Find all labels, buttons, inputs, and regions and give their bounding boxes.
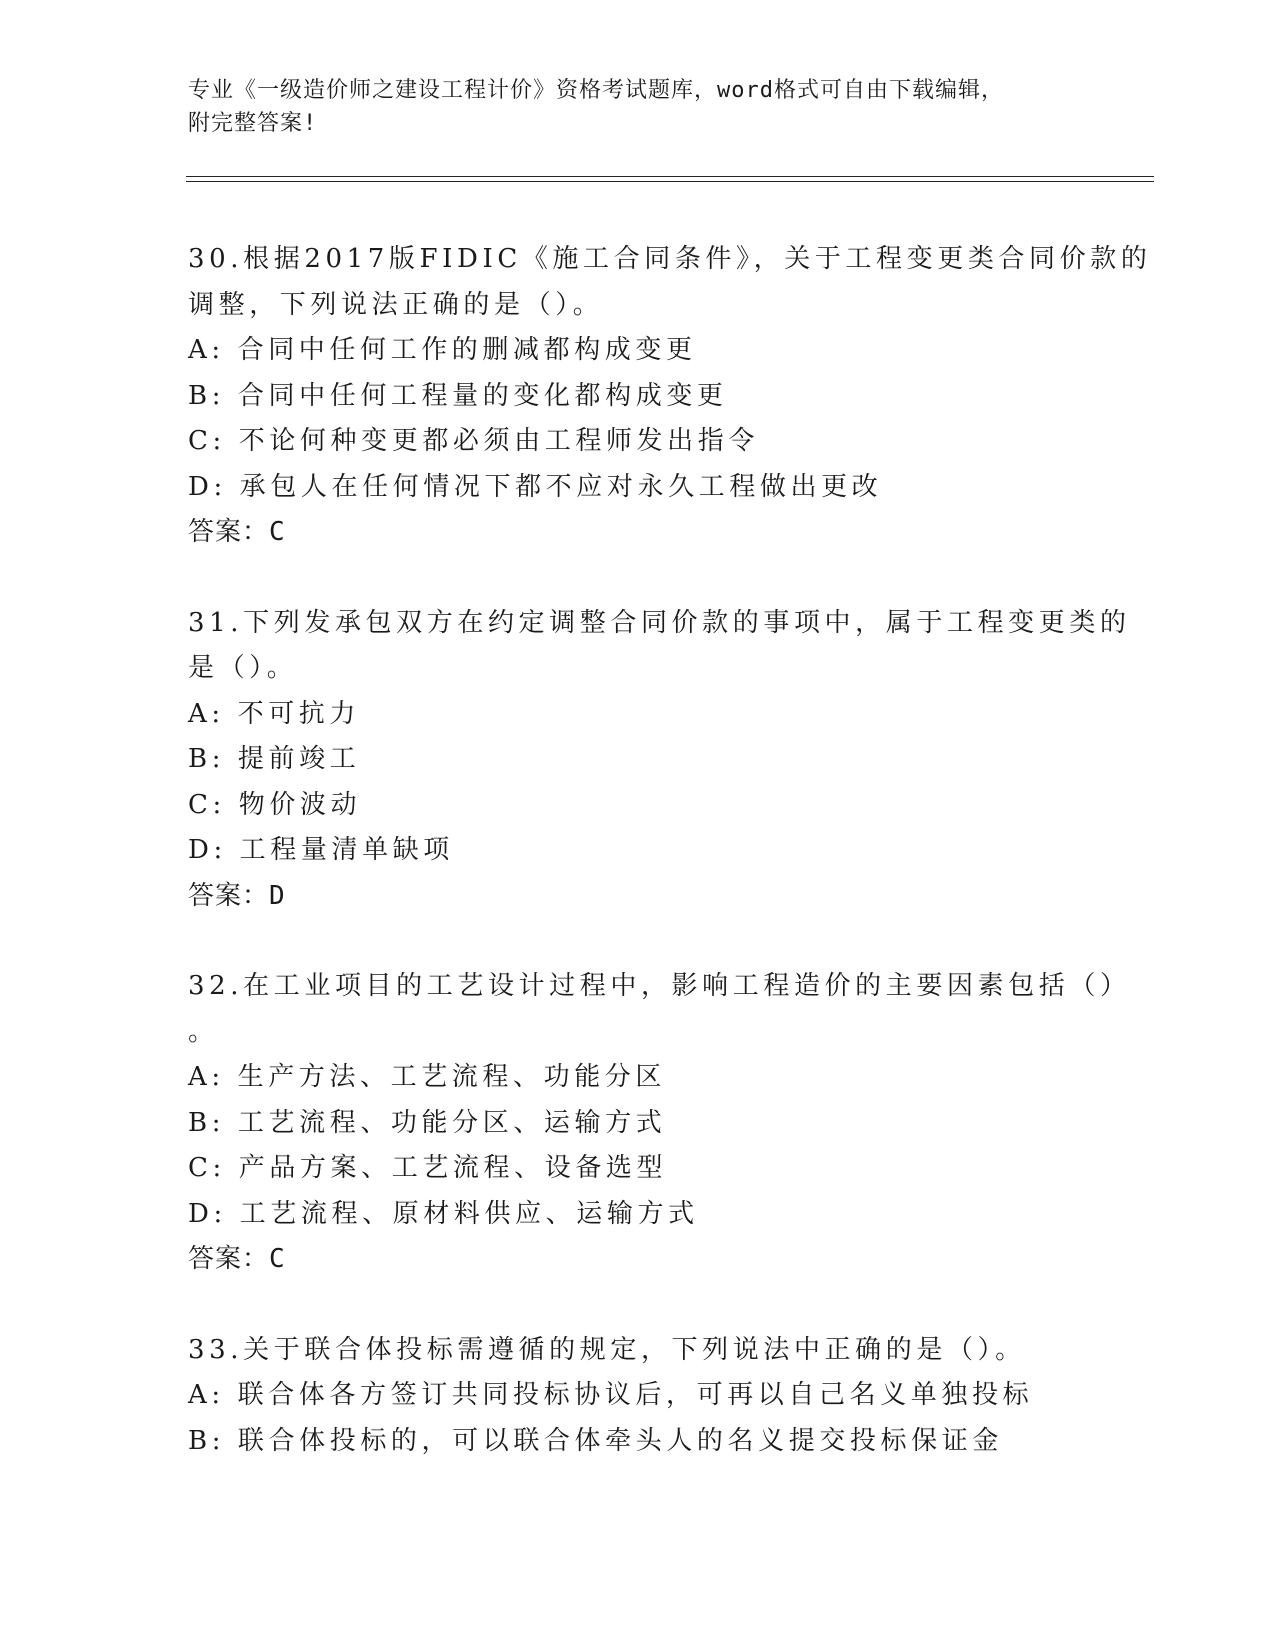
option-b: B: 合同中任何工程量的变化都构成变更 [188, 380, 728, 411]
option-a: A: 生产方法、工艺流程、功能分区 [188, 1062, 667, 1092]
option-c: C: 不论何种变更都必须由工程师发出指令 [188, 426, 759, 456]
option-c: C: 物价波动 [188, 789, 362, 820]
question-stem-line: 31.下列发承包双方在约定调整合同价款的事项中，属于工程变更类的 [188, 607, 1131, 638]
option-a: A: 不可抗力 [188, 698, 361, 729]
question-stem-line: 。 [188, 1016, 219, 1047]
option-d: D: 工艺流程、原材料供应、运输方式 [188, 1198, 699, 1229]
answer-value: D [269, 880, 286, 911]
answer-line [188, 510, 1088, 556]
option-b: B: 工艺流程、功能分区、运输方式 [188, 1107, 667, 1138]
question-stem-line: 是（）。 [188, 653, 298, 683]
question-33 [188, 1328, 1088, 1465]
header-line-2: 附完整答案! [188, 111, 318, 136]
option-b: B: 提前竣工 [188, 744, 361, 774]
question-31 [188, 601, 1131, 920]
question-stem-line: 32.在工业项目的工艺设计过程中，影响工程造价的主要因素包括（） [188, 971, 1131, 1001]
answer-label: 答案： [188, 517, 270, 547]
answer-value: C [269, 517, 286, 547]
option-c: C: 产品方案、工艺流程、设备选型 [188, 1153, 668, 1183]
question-stem-line: 33.关于联合体投标需遵循的规定，下列说法中正确的是（）。 [188, 1334, 1026, 1365]
option-a: A: 联合体各方签订共同投标协议后，可再以自己名义单独投标 [188, 1380, 1034, 1410]
answer-value: C [269, 1244, 286, 1274]
question-32 [188, 964, 1131, 1283]
answer-line [188, 1237, 1088, 1283]
answer-label: 答案： [188, 880, 270, 911]
header-line-1: 专业《一级造价师之建设工程计价》资格考试题库，word格式可自由下载编辑， [188, 78, 1004, 103]
document-header [188, 74, 1088, 140]
option-a: A: 合同中任何工作的删减都构成变更 [188, 335, 697, 365]
option-d: D: 承包人在任何情况下都不应对永久工程做出更改 [188, 471, 883, 502]
header-divider-bottom [186, 181, 1154, 182]
question-stem-line: 调整，下列说法正确的是（）。 [188, 289, 604, 320]
option-b: B: 联合体投标的，可以联合体牵头人的名义提交投标保证金 [188, 1425, 1003, 1456]
answer-line [188, 874, 1088, 920]
question-30 [188, 237, 1152, 556]
question-list [188, 237, 1152, 1464]
question-stem-line: 30.根据2017版FIDIC《施工合同条件》，关于工程变更类合同价款的 [188, 244, 1152, 274]
answer-label: 答案： [188, 1244, 270, 1274]
option-d: D: 工程量清单缺项 [188, 835, 454, 865]
header-divider-top [186, 176, 1154, 177]
